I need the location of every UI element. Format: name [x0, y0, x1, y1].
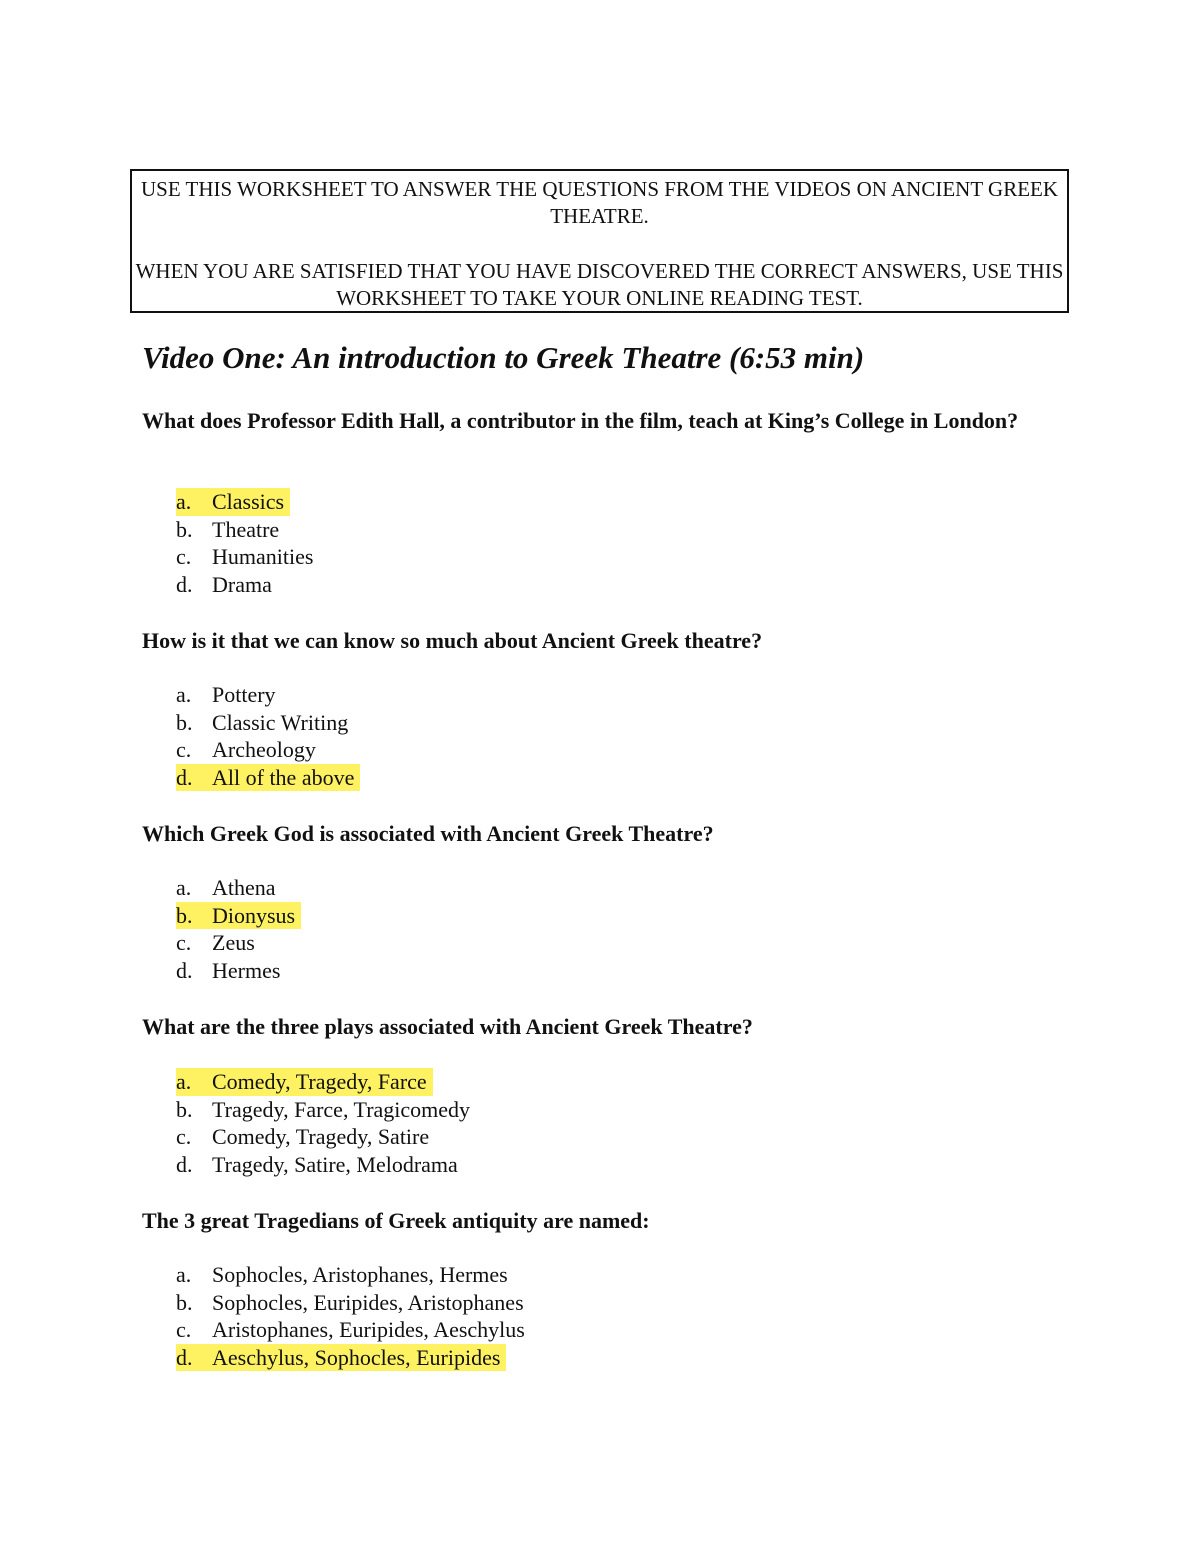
option-letter: c. [176, 544, 192, 570]
option-letter: d. [176, 957, 193, 983]
option-highlighted [176, 764, 360, 792]
option [176, 736, 360, 764]
option [176, 1096, 476, 1124]
option-text: Comedy, Tragedy, Satire [212, 1124, 430, 1150]
option-letter: d. [176, 1344, 193, 1370]
instruction-line-1: USE THIS WORKSHEET TO ANSWER THE QUESTIONS FROM THE VIDEOS ON ANCIENT GREEK THEATRE. [140, 177, 1059, 228]
option-letter: a. [176, 1069, 192, 1094]
option-text: Aristophanes, Euripides, Aeschylus [212, 1317, 525, 1343]
question-1-options [176, 488, 319, 598]
option-letter: b. [176, 1289, 193, 1315]
question-5: The 3 great Tragedians of Greek antiquity are named: [142, 1208, 650, 1233]
option-letter: b. [176, 709, 193, 735]
option [176, 1123, 476, 1151]
option-text: All of the above [212, 764, 355, 790]
option [176, 681, 360, 709]
option-text: Tragedy, Farce, Tragicomedy [212, 1096, 471, 1122]
option-text: Dionysus [212, 902, 296, 928]
question-2-options [176, 681, 360, 791]
option-text: Athena [212, 875, 276, 900]
question-4-options [176, 1068, 476, 1178]
option-letter: a. [176, 1262, 192, 1287]
question-3: Which Greek God is associated with Ancient Greek Theatre? [142, 821, 714, 846]
question-1: What does Professor Edith Hall, a contributor in the film, teach at King’s College in London? [142, 408, 1019, 433]
option [176, 874, 301, 902]
option-letter: c. [176, 930, 192, 956]
option-letter: c. [176, 1317, 192, 1343]
option-letter: a. [176, 875, 192, 900]
option-letter: c. [176, 1124, 192, 1150]
option-highlighted [176, 488, 319, 516]
option-letter: b. [176, 902, 193, 928]
instruction-box [130, 169, 1069, 313]
option [176, 1261, 531, 1289]
option [176, 1151, 476, 1179]
option-highlighted [176, 1068, 476, 1096]
option-letter: d. [176, 764, 193, 790]
option [176, 516, 319, 544]
question-4: What are the three plays associated with Ancient Greek Theatre? [142, 1014, 753, 1039]
question-5-options [176, 1261, 531, 1371]
option-text: Aeschylus, Sophocles, Euripides [212, 1344, 501, 1370]
option [176, 1289, 531, 1317]
option-text: Humanities [212, 544, 314, 570]
option [176, 571, 319, 599]
option-letter: a. [176, 682, 192, 707]
option-text: Hermes [212, 957, 281, 983]
option [176, 929, 301, 957]
page-title: Video One: An introduction to Greek Theatre (6:53 min) [142, 340, 865, 375]
option-text: Drama [212, 571, 272, 597]
option-letter: b. [176, 516, 193, 542]
option-letter: b. [176, 1096, 193, 1122]
option-text: Pottery [212, 682, 276, 707]
option-letter: d. [176, 571, 193, 597]
option [176, 543, 319, 571]
option-text: Classic Writing [212, 709, 349, 735]
option-text: Zeus [212, 930, 255, 956]
option-letter: d. [176, 1151, 193, 1177]
option-text: Sophocles, Aristophanes, Hermes [212, 1262, 508, 1287]
option-letter: a. [176, 489, 192, 514]
option [176, 709, 360, 737]
question-2: How is it that we can know so much about Ancient Greek theatre? [142, 628, 763, 653]
option-highlighted [176, 902, 301, 930]
option-letter: c. [176, 737, 192, 763]
option-text: Tragedy, Satire, Melodrama [212, 1151, 458, 1177]
option-text: Theatre [212, 516, 280, 542]
option-text: Sophocles, Euripides, Aristophanes [212, 1289, 524, 1315]
option-text: Classics [212, 489, 285, 514]
option [176, 957, 301, 985]
option-text: Comedy, Tragedy, Farce [212, 1069, 427, 1094]
question-3-options [176, 874, 301, 984]
option-highlighted [176, 1344, 531, 1372]
option [176, 1316, 531, 1344]
option-text: Archeology [212, 737, 316, 763]
instruction-line-2: WHEN YOU ARE SATISFIED THAT YOU HAVE DISCOVERED THE CORRECT ANSWERS, USE THIS WORKSHEET TO TAKE YOUR ONLINE READING TEST. [135, 259, 1064, 310]
